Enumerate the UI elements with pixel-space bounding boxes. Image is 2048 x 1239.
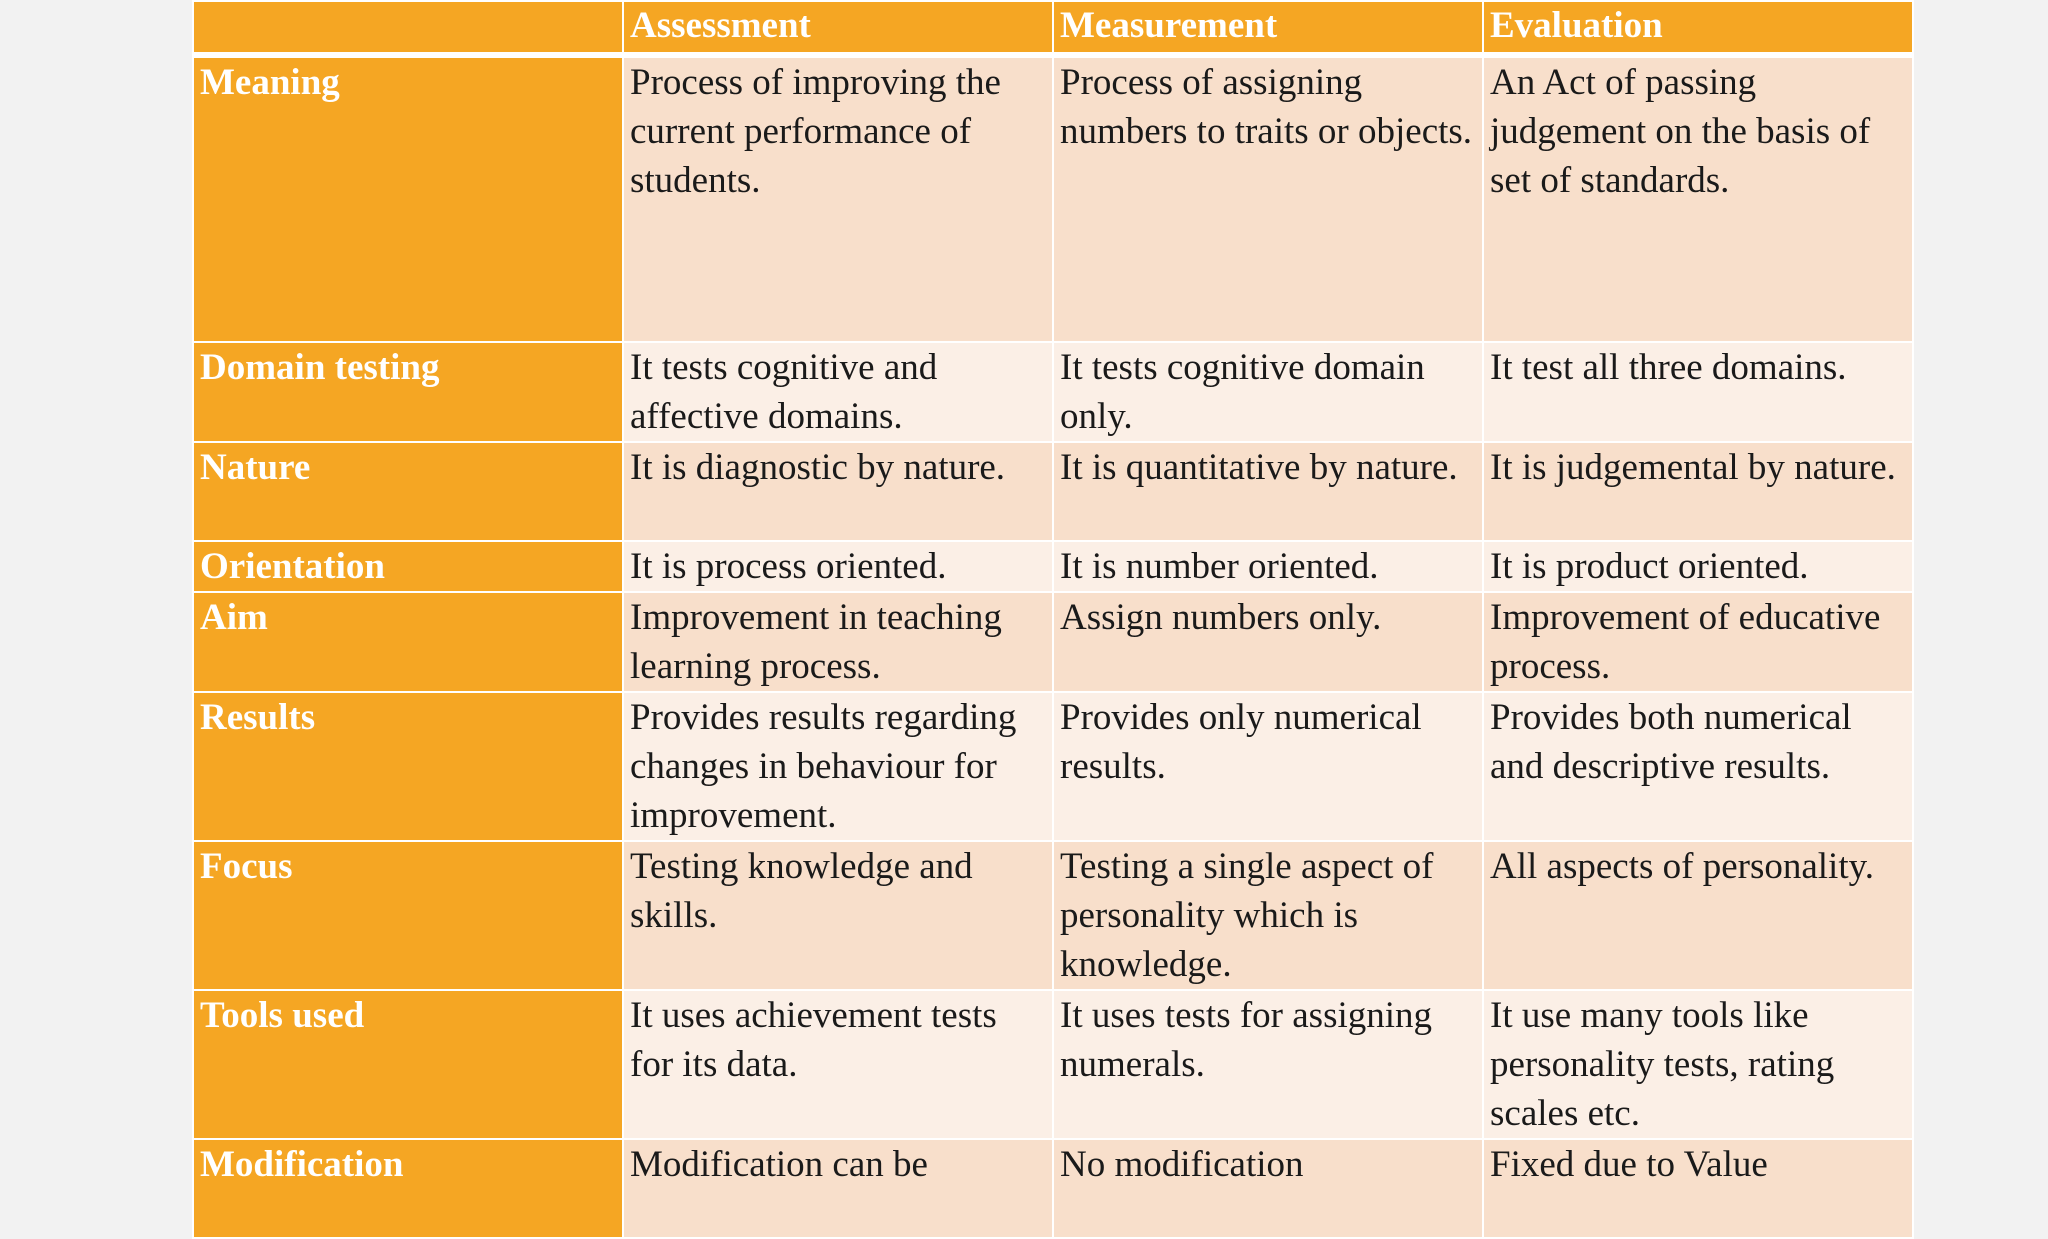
table-cell: Modification can be: [623, 1139, 1053, 1238]
comparison-table: [192, 0, 1914, 1239]
header-evaluation: Evaluation: [1483, 1, 1913, 55]
header-assessment: Assessment: [623, 1, 1053, 55]
row-label: Modification: [193, 1139, 623, 1238]
table-cell: Provides only numerical results.: [1053, 692, 1483, 841]
table-cell: It is process oriented.: [623, 541, 1053, 592]
table-cell: It tests cognitive domain only.: [1053, 342, 1483, 442]
row-label: Results: [193, 692, 623, 841]
table-cell: Improvement of educative process.: [1483, 592, 1913, 692]
row-label: Tools used: [193, 990, 623, 1139]
table-row: [193, 442, 1913, 541]
table-cell: It is judgemental by nature.: [1483, 442, 1913, 541]
table-cell: It uses achievement tests for its data.: [623, 990, 1053, 1139]
header-row: [193, 1, 1913, 55]
table-cell: It tests cognitive and affective domains.: [623, 342, 1053, 442]
table-cell: Fixed due to Value: [1483, 1139, 1913, 1238]
table-cell: It use many tools like personality tests, rating scales etc.: [1483, 990, 1913, 1139]
table-cell: No modification: [1053, 1139, 1483, 1238]
table-row: [193, 1139, 1913, 1238]
header-measurement: Measurement: [1053, 1, 1483, 55]
table-cell: Process of improving the current performance of students.: [623, 55, 1053, 342]
table-cell: It is number oriented.: [1053, 541, 1483, 592]
table-row: [193, 592, 1913, 692]
table-cell: All aspects of personality.: [1483, 841, 1913, 990]
table-cell: It is quantitative by nature.: [1053, 442, 1483, 541]
table-row: [193, 55, 1913, 342]
row-label: Nature: [193, 442, 623, 541]
table-cell: An Act of passing judgement on the basis of set of standards.: [1483, 55, 1913, 342]
header-corner: [193, 1, 623, 55]
table-cell: Process of assigning numbers to traits or objects.: [1053, 55, 1483, 342]
table-cell: It test all three domains.: [1483, 342, 1913, 442]
row-label: Orientation: [193, 541, 623, 592]
table-cell: Provides both numerical and descriptive results.: [1483, 692, 1913, 841]
table-cell: It is product oriented.: [1483, 541, 1913, 592]
table-cell: Testing a single aspect of personality which is knowledge.: [1053, 841, 1483, 990]
table-row: [193, 692, 1913, 841]
row-label: Aim: [193, 592, 623, 692]
table-row: [193, 990, 1913, 1139]
table-cell: Improvement in teaching learning process.: [623, 592, 1053, 692]
row-label: Domain testing: [193, 342, 623, 442]
table-row: [193, 541, 1913, 592]
table-row: [193, 342, 1913, 442]
row-label: Focus: [193, 841, 623, 990]
table-cell: Assign numbers only.: [1053, 592, 1483, 692]
table-cell: Provides results regarding changes in behaviour for improvement.: [623, 692, 1053, 841]
table-cell: It uses tests for assigning numerals.: [1053, 990, 1483, 1139]
table-row: [193, 841, 1913, 990]
table-cell: Testing knowledge and skills.: [623, 841, 1053, 990]
table-cell: It is diagnostic by nature.: [623, 442, 1053, 541]
row-label: Meaning: [193, 55, 623, 342]
